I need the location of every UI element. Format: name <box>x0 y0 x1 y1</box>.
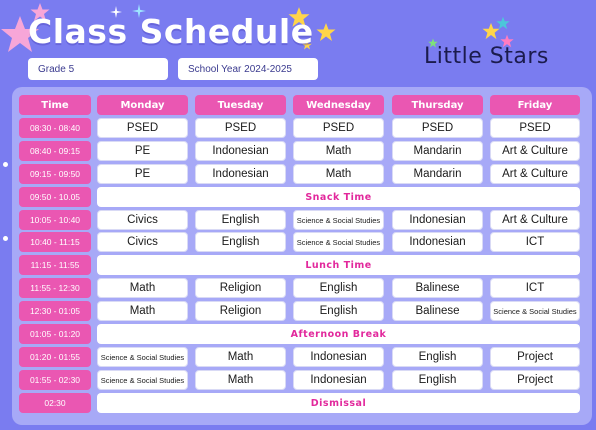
subject-cell: Indonesian <box>195 164 286 184</box>
time-slot: 01:20 - 01:55 <box>19 347 91 367</box>
time-slot: 08:40 - 09:15 <box>19 141 91 161</box>
subject-cell: Mandarin <box>392 164 483 184</box>
break-banner: Afternoon Break <box>97 324 580 344</box>
subject-cell: Balinese <box>392 301 483 321</box>
header-wednesday: Wednesday <box>293 95 384 115</box>
decoration-dot <box>3 236 8 241</box>
subject-cell: Math <box>195 347 286 367</box>
subject-cell: Mandarin <box>392 141 483 161</box>
subject-cell: Art & Culture <box>490 141 580 161</box>
header-thursday: Thursday <box>392 95 483 115</box>
subject-cell: Art & Culture <box>490 210 580 230</box>
subject-cell: Civics <box>97 232 188 252</box>
time-slot: 10:05 - 10:40 <box>19 210 91 230</box>
time-slot: 09:50 - 10.05 <box>19 187 91 207</box>
subject-cell: Math <box>195 370 286 390</box>
subject-cell: English <box>195 210 286 230</box>
star-icon <box>316 22 336 42</box>
subject-cell: English <box>293 278 384 298</box>
time-slot: 08:30 - 08:40 <box>19 118 91 138</box>
time-slot: 11:15 - 11:55 <box>19 255 91 275</box>
subject-cell: PSED <box>490 118 580 138</box>
subject-cell: Religion <box>195 301 286 321</box>
time-slot: 02:30 <box>19 393 91 413</box>
school-year-field: School Year 2024-2025 <box>178 58 318 80</box>
subject-cell: Religion <box>195 278 286 298</box>
brand-logo: Little Stars <box>424 44 549 69</box>
time-slot: 01:55 - 02:30 <box>19 370 91 390</box>
break-banner: Snack Time <box>97 187 580 207</box>
time-slot: 09:15 - 09:50 <box>19 164 91 184</box>
time-slot: 01:05 - 01:20 <box>19 324 91 344</box>
subject-cell: PSED <box>293 118 384 138</box>
subject-cell: PSED <box>97 118 188 138</box>
subject-cell: ICT <box>490 278 580 298</box>
subject-cell: Science & Social Studies <box>97 347 188 367</box>
header-monday: Monday <box>97 95 188 115</box>
subject-cell: Math <box>97 301 188 321</box>
subject-cell: Indonesian <box>293 370 384 390</box>
header-time: Time <box>19 95 91 115</box>
subject-cell: Indonesian <box>293 347 384 367</box>
subject-cell: Indonesian <box>392 210 483 230</box>
subject-cell: Project <box>490 347 580 367</box>
subject-cell: Indonesian <box>195 141 286 161</box>
subject-cell: Science & Social Studies <box>97 370 188 390</box>
subject-cell: Civics <box>97 210 188 230</box>
subject-cell: Science & Social Studies <box>293 210 384 230</box>
subject-cell: English <box>195 232 286 252</box>
subject-cell: English <box>293 301 384 321</box>
subject-cell: Math <box>293 141 384 161</box>
subject-cell: PE <box>97 141 188 161</box>
time-slot: 11:55 - 12:30 <box>19 278 91 298</box>
subject-cell: PSED <box>392 118 483 138</box>
subject-cell: Balinese <box>392 278 483 298</box>
break-banner: Lunch Time <box>97 255 580 275</box>
subject-cell: English <box>392 347 483 367</box>
subject-cell: PE <box>97 164 188 184</box>
time-slot: 10:40 - 11:15 <box>19 232 91 252</box>
time-slot: 12:30 - 01:05 <box>19 301 91 321</box>
break-banner: Dismissal <box>97 393 580 413</box>
subject-cell: Math <box>97 278 188 298</box>
grade-field: Grade 5 <box>28 58 168 80</box>
subject-cell: English <box>392 370 483 390</box>
star-icon <box>496 16 510 30</box>
decoration-dot <box>3 162 8 167</box>
subject-cell: Science & Social Studies <box>490 301 580 321</box>
header-tuesday: Tuesday <box>195 95 286 115</box>
subject-cell: Science & Social Studies <box>293 232 384 252</box>
header-friday: Friday <box>490 95 580 115</box>
subject-cell: Art & Culture <box>490 164 580 184</box>
subject-cell: Indonesian <box>392 232 483 252</box>
page-title: Class Schedule <box>28 12 314 51</box>
subject-cell: Math <box>293 164 384 184</box>
subject-cell: ICT <box>490 232 580 252</box>
subject-cell: Project <box>490 370 580 390</box>
subject-cell: PSED <box>195 118 286 138</box>
